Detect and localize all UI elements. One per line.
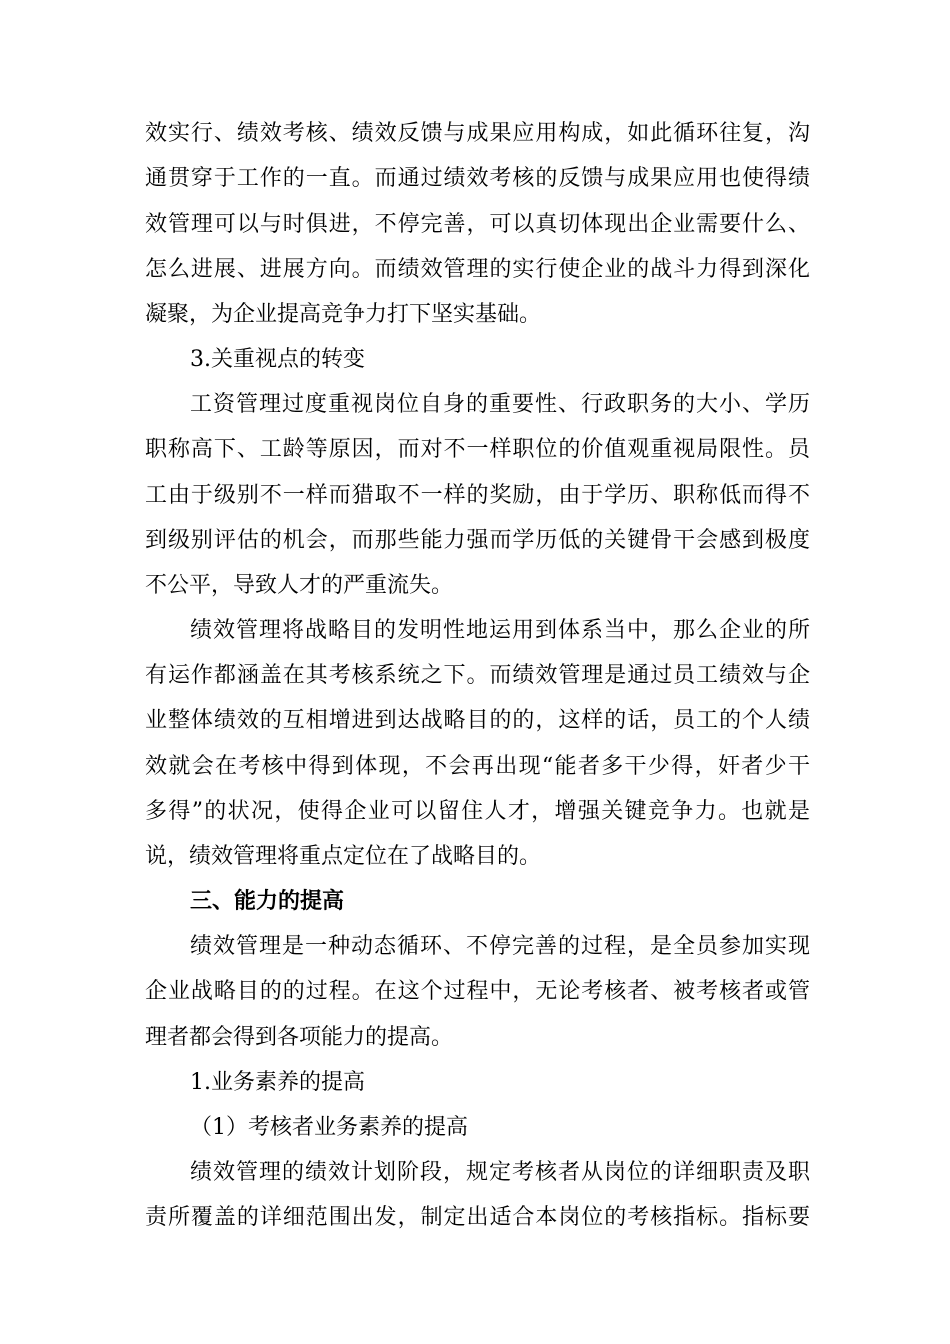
paragraph-first-line: 工资管理过度重视岗位自身的重要性、行政职务的大小、学历: [190, 392, 810, 417]
text-line: 说，绩效管理将重点定位在了战略目的。: [145, 844, 542, 869]
section-subheading: 3.关重视点的转变: [190, 347, 365, 372]
text-line: 理者都会得到各项能力的提高。: [145, 1025, 454, 1050]
text-line: 责所覆盖的详细范围出发，制定出适合本岗位的考核指标。指标要: [145, 1205, 810, 1230]
section-heading: 三、能力的提高: [190, 889, 345, 914]
paragraph-first-line: 绩效管理的绩效计划阶段，规定考核者从岗位的详细职责及职: [190, 1160, 810, 1185]
text-line: 效就会在考核中得到体现，不会再出现“能者多干少得，奸者少干: [145, 754, 810, 779]
section-subheading: 1.业务素养的提高: [190, 1070, 365, 1095]
section-subheading: （1）考核者业务素养的提高: [190, 1115, 468, 1140]
text-line: 到级别评估的机会，而那些能力强而学历低的关键骨干会感到极度: [145, 528, 810, 553]
paragraph-first-line: 绩效管理是一种动态循环、不停完善的过程，是全员参加实现: [190, 934, 810, 959]
text-line: 通贯穿于工作的一直。而通过绩效考核的反馈与成果应用也使得绩: [145, 166, 810, 191]
text-line: 企业战略目的的过程。在这个过程中，无论考核者、被考核者或管: [145, 979, 810, 1004]
text-line: 有运作都涵盖在其考核系统之下。而绩效管理是通过员工绩效与企: [145, 663, 810, 688]
text-line: 效管理可以与时俱进，不停完善，可以真切体现出企业需要什么、: [145, 212, 810, 237]
text-line: 怎么进展、进展方向。而绩效管理的实行使企业的战斗力得到深化: [145, 257, 810, 282]
paragraph-first-line: 绩效管理将战略目的发明性地运用到体系当中，那么企业的所: [190, 618, 810, 643]
text-line: 效实行、绩效考核、绩效反馈与成果应用构成，如此循环往复，沟: [145, 121, 810, 146]
text-line: 工由于级别不一样而猎取不一样的奖励，由于学历、职称低而得不: [145, 483, 810, 508]
text-line: 业整体绩效的互相增进到达战略目的的，这样的话，员工的个人绩: [145, 708, 810, 733]
text-line: 不公平，导致人才的严重流失。: [145, 573, 454, 598]
text-line: 职称高下、工龄等原因，而对不一样职位的价值观重视局限性。员: [145, 437, 810, 462]
text-line: 凝聚，为企业提高竞争力打下坚实基础。: [145, 302, 542, 327]
text-line: 多得”的状况，使得企业可以留住人才，增强关键竞争力。也就是: [145, 799, 810, 824]
